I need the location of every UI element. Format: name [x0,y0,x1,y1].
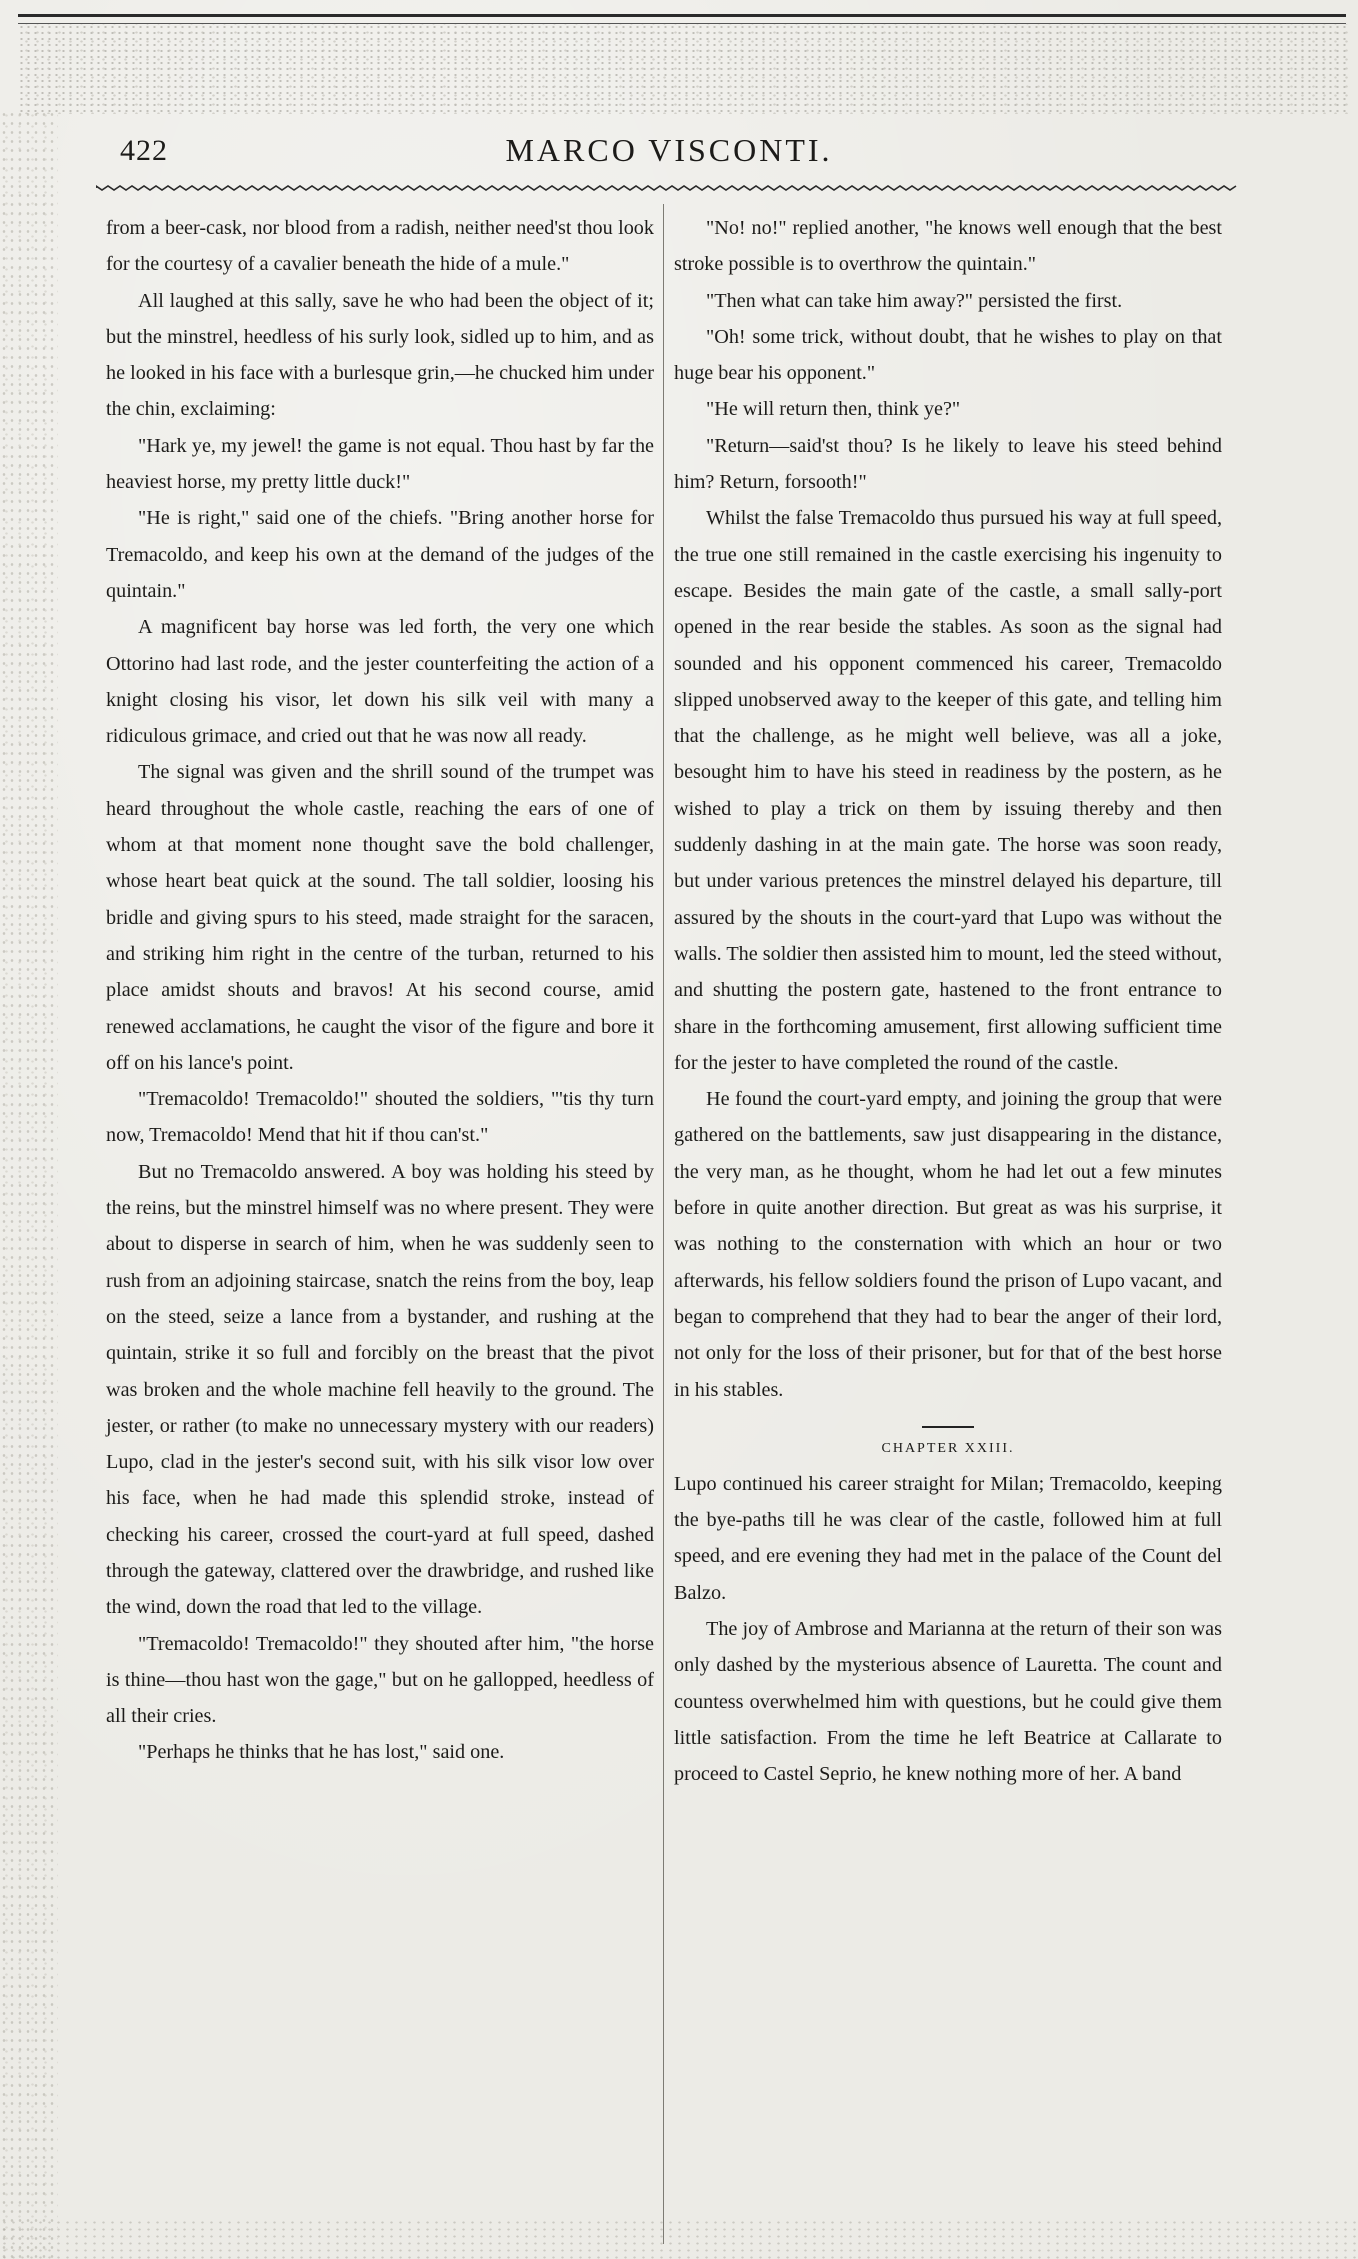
paragraph: He found the court-yard empty, and joining the group that were gathered on the battlements, saw just disappearing in the distance, the very man, as he thought, whom he had let out a few minutes before in quite another direction. But great as was his surprise, it was nothing to the consternation with which an hour or two afterwards, his fellow soldiers found the prison of Lupo vacant, and began to comprehend that they had to bear the anger of their lord, not only for the loss of their prisoner, but for that of the best horse in his stables. [674,1088,1222,1401]
paragraph: But no Tremacoldo answered. A boy was holding his steed by the reins, but the minstrel himself was no where present. They were about to disperse in search of him, when he was suddenly seen to rush from an adjoining staircase, snatch the reins from the boy, leap on the steed, seize a lance from a bystander, and rushing at the quintain, strike it so full and forcibly on the breast that the pivot was broken and the whole machine fell heavily to the ground. The jester, or rather (to make no unnecessary mystery with our readers) Lupo, clad in the jester's second suit, with his silk visor low over his face, when he had made this splendid stroke, instead of checking his career, crossed the court-yard at full speed, dashed through the gateway, clattered over the drawbridge, and rushed like the wind, down the road that led to the village. [106,1160,654,1619]
paragraph: Whilst the false Tremacoldo thus pursued his way at full speed, the true one still remained in the castle exercising his ingenuity to escape. Besides the main gate of the castle, a small sally-port opened in the rear beside the stables. As soon as the signal had sounded and his opponent commenced his career, Tremacoldo slipped unobserved away to the keeper of this gate, and telling him that the challenge, as he might well believe, was all a joke, besought him to have his steed in readiness by the postern, as he wished to play a trick on them by issuing thereby and then suddenly dashing in at the main gate. The horse was soon ready, but under various pretences the minstrel delayed his departure, till assured by the shouts in the court-yard that Lupo was without the walls. The soldier then assisted him to mount, led the steed without, and shutting the postern gate, hastened to the front entrance to share in the forthcoming amusement, first allowing sufficient time for the jester to have completed the round of the castle. [674,507,1222,1074]
chapter-heading: CHAPTER XXIII. [881,1440,1015,1456]
paragraph: A magnificent bay horse was led forth, the very one which Ottorino had last rode, and the jester counterfeiting the action of a knight closing his visor, let down his silk veil with many a ridiculous grimace, and cried out that he was now all ready. [106,616,654,748]
paragraph: from a beer-cask, nor blood from a radish, neither need'st thou look for the courtesy of a cavalier beneath the hide of a mule." [106,217,654,276]
running-head: MARCO VISCONTI. [505,132,833,168]
left-margin-texture [0,110,58,2259]
paragraph: "He is right," said one of the chiefs. "Bring another horse for Tremacoldo, and keep his own at the demand of the judges of the quintain." [106,507,654,602]
paragraph: Lupo continued his career straight for Milan; Tremacoldo, keeping the bye-paths till he was clear of the castle, followed him at full speed, and ere evening they had met in the palace of the Count del Balzo. [674,1472,1222,1604]
paragraph: "Hark ye, my jewel! the game is not equal. Thou hast by far the heaviest horse, my pretty little duck!" [106,434,654,494]
print-speckle-texture [18,24,1348,114]
paragraph: "Tremacoldo! Tremacoldo!" they shouted after him, "the horse is thine—thou hast won the gage," but on he gallopped, heedless of all their cries. [106,1632,654,1728]
paragraph: "Return—said'st thou? Is he likely to leave his steed behind him? Return, forsooth!" [674,434,1222,494]
paragraph: "Tremacoldo! Tremacoldo!" shouted the soldiers, "'tis thy turn now, Tremacoldo! Mend that hit if thou can'st." [106,1088,654,1147]
paragraph: "He will return then, think ye?" [706,398,961,421]
page-header [110,122,1228,174]
paragraph: "Perhaps he thinks that he has lost," said one. [138,1741,505,1764]
right-column [674,210,1222,1792]
chapter-separator-rule [922,1426,974,1428]
paragraph: "No! no!" replied another, "he knows well enough that the best stroke possible is to overthrow the quintain." [674,217,1222,276]
paragraph: All laughed at this sally, save he who had been the object of it; but the minstrel, heedless of his surly look, sidled up to him, and as he looked in his face with a burlesque grin,—he chucked him under the chin, exclaiming: [106,289,654,421]
bottom-margin-texture [0,2219,1358,2259]
left-column [106,210,654,1771]
page-number: 422 [120,134,168,167]
top-border-rule [18,14,1346,24]
paragraph: The joy of Ambrose and Marianna at the return of their son was only dashed by the mysterious absence of Lauretta. The count and countess overwhelmed him with questions, but he could give them little satisfaction. From the time he left Beatrice at Callarate to proceed to Castel Seprio, he knew nothing more of her. A band [674,1617,1222,1786]
paragraph: "Then what can take him away?" persisted the first. [706,289,1123,312]
column-divider [663,204,664,2244]
paragraph: The signal was given and the shrill sound of the trumpet was heard throughout the whole castle, reaching the ears of one of whom at that moment none thought save the bold challenger, whose heart beat quick at the sound. The tall soldier, loosing his bridle and giving spurs to his steed, made straight for the saracen, and striking him right in the centre of the turban, returned to his place amidst shouts and bravos! At his second course, amid renewed acclamations, he caught the visor of the figure and bore it off on his lance's point. [106,761,654,1074]
paragraph: "Oh! some trick, without doubt, that he wishes to play on that huge bear his opponent." [674,325,1222,385]
wavy-header-rule [96,183,1240,193]
